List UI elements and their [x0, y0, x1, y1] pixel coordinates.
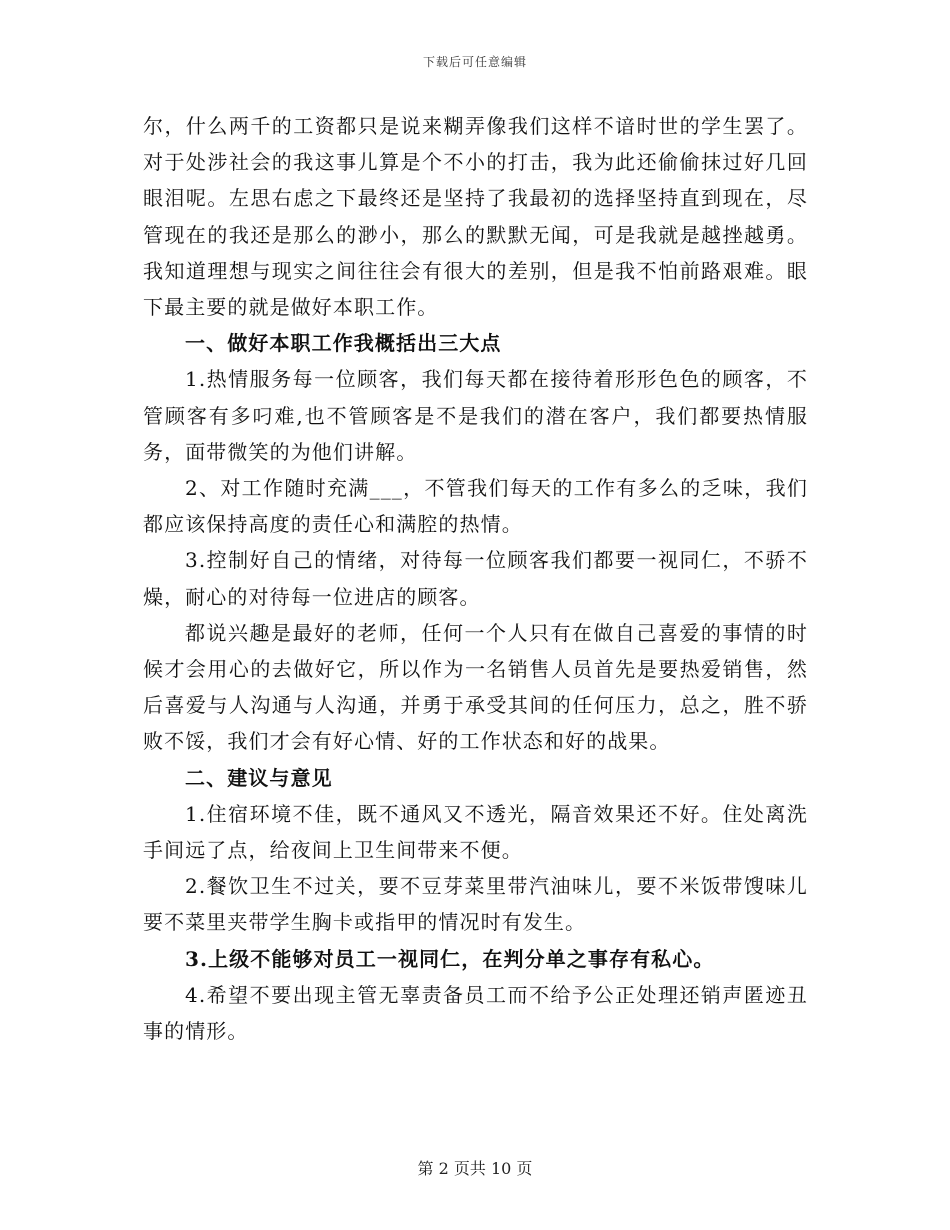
- section-heading-1: 一、做好本职工作我概括出三大点: [185, 331, 502, 356]
- list-item: 4.希望不要出现主管无辜责备员工而不给予公正处理还销声匿迹丑事的情形。: [143, 982, 808, 1044]
- page-header: 下载后可任意编辑: [422, 55, 527, 69]
- list-item: 1.热情服务每一位顾客，我们每天都在接待着形形色色的顾客，不管顾客有多叼难,也不管顾客是不是我们的潜在客户，我们都要热情服务，面带微笑的为他们讲解。: [143, 367, 808, 464]
- page-footer: 第 2 页共 10 页: [417, 1159, 533, 1178]
- paragraph-intro: 尔，什么两千的工资都只是说来糊弄像我们这样不谙时世的学生罢了。对于处涉社会的我这事儿算是个不小的打击，我为此还偷偷抹过好几回眼泪呢。左思右虑之下最终还是坚持了我最初的选择坚持直到现在，尽管现在的我还是那么的渺小，那么的默默无闻，可是我就是越挫越勇。我知道理想与现实之间往往会有很大的差别，但是我不怕前路艰难。眼下最主要的就是做好本职工作。: [143, 114, 808, 320]
- list-item-bold: 3.上级不能够对员工一视同仁，在判分单之事存有私心。: [185, 946, 715, 971]
- document-body: [143, 108, 808, 1049]
- list-item: 2、对工作随时充满___，不管我们每天的工作有多么的乏味，我们都应该保持高度的责任心和满腔的热情。: [143, 476, 808, 537]
- paragraph-interest: 都说兴趣是最好的老师，任何一个人只有在做自己喜爱的事情的时候才会用心的去做好它，所以作为一名销售人员首先是要热爱销售，然后喜爱与人沟通与人沟通，并勇于承受其间的任何压力，总之，胜不骄败不馁，我们才会有好心情、好的工作状态和好的战果。: [143, 620, 808, 754]
- list-item: 3.控制好自己的情绪，对待每一位顾客我们都要一视同仁，不骄不燥，耐心的对待每一位进店的顾客。: [143, 548, 808, 609]
- list-item: 1.住宿环境不佳，既不通风又不透光，隔音效果还不好。住处离洗手间远了点，给夜间上卫生间带来不便。: [143, 801, 808, 863]
- list-item: 2.餐饮卫生不过关，要不豆芽菜里带汽油味儿，要不米饭带馊味儿要不菜里夹带学生胸卡或指甲的情况时有发生。: [143, 874, 808, 935]
- section-heading-2: 二、建议与意见: [185, 765, 333, 790]
